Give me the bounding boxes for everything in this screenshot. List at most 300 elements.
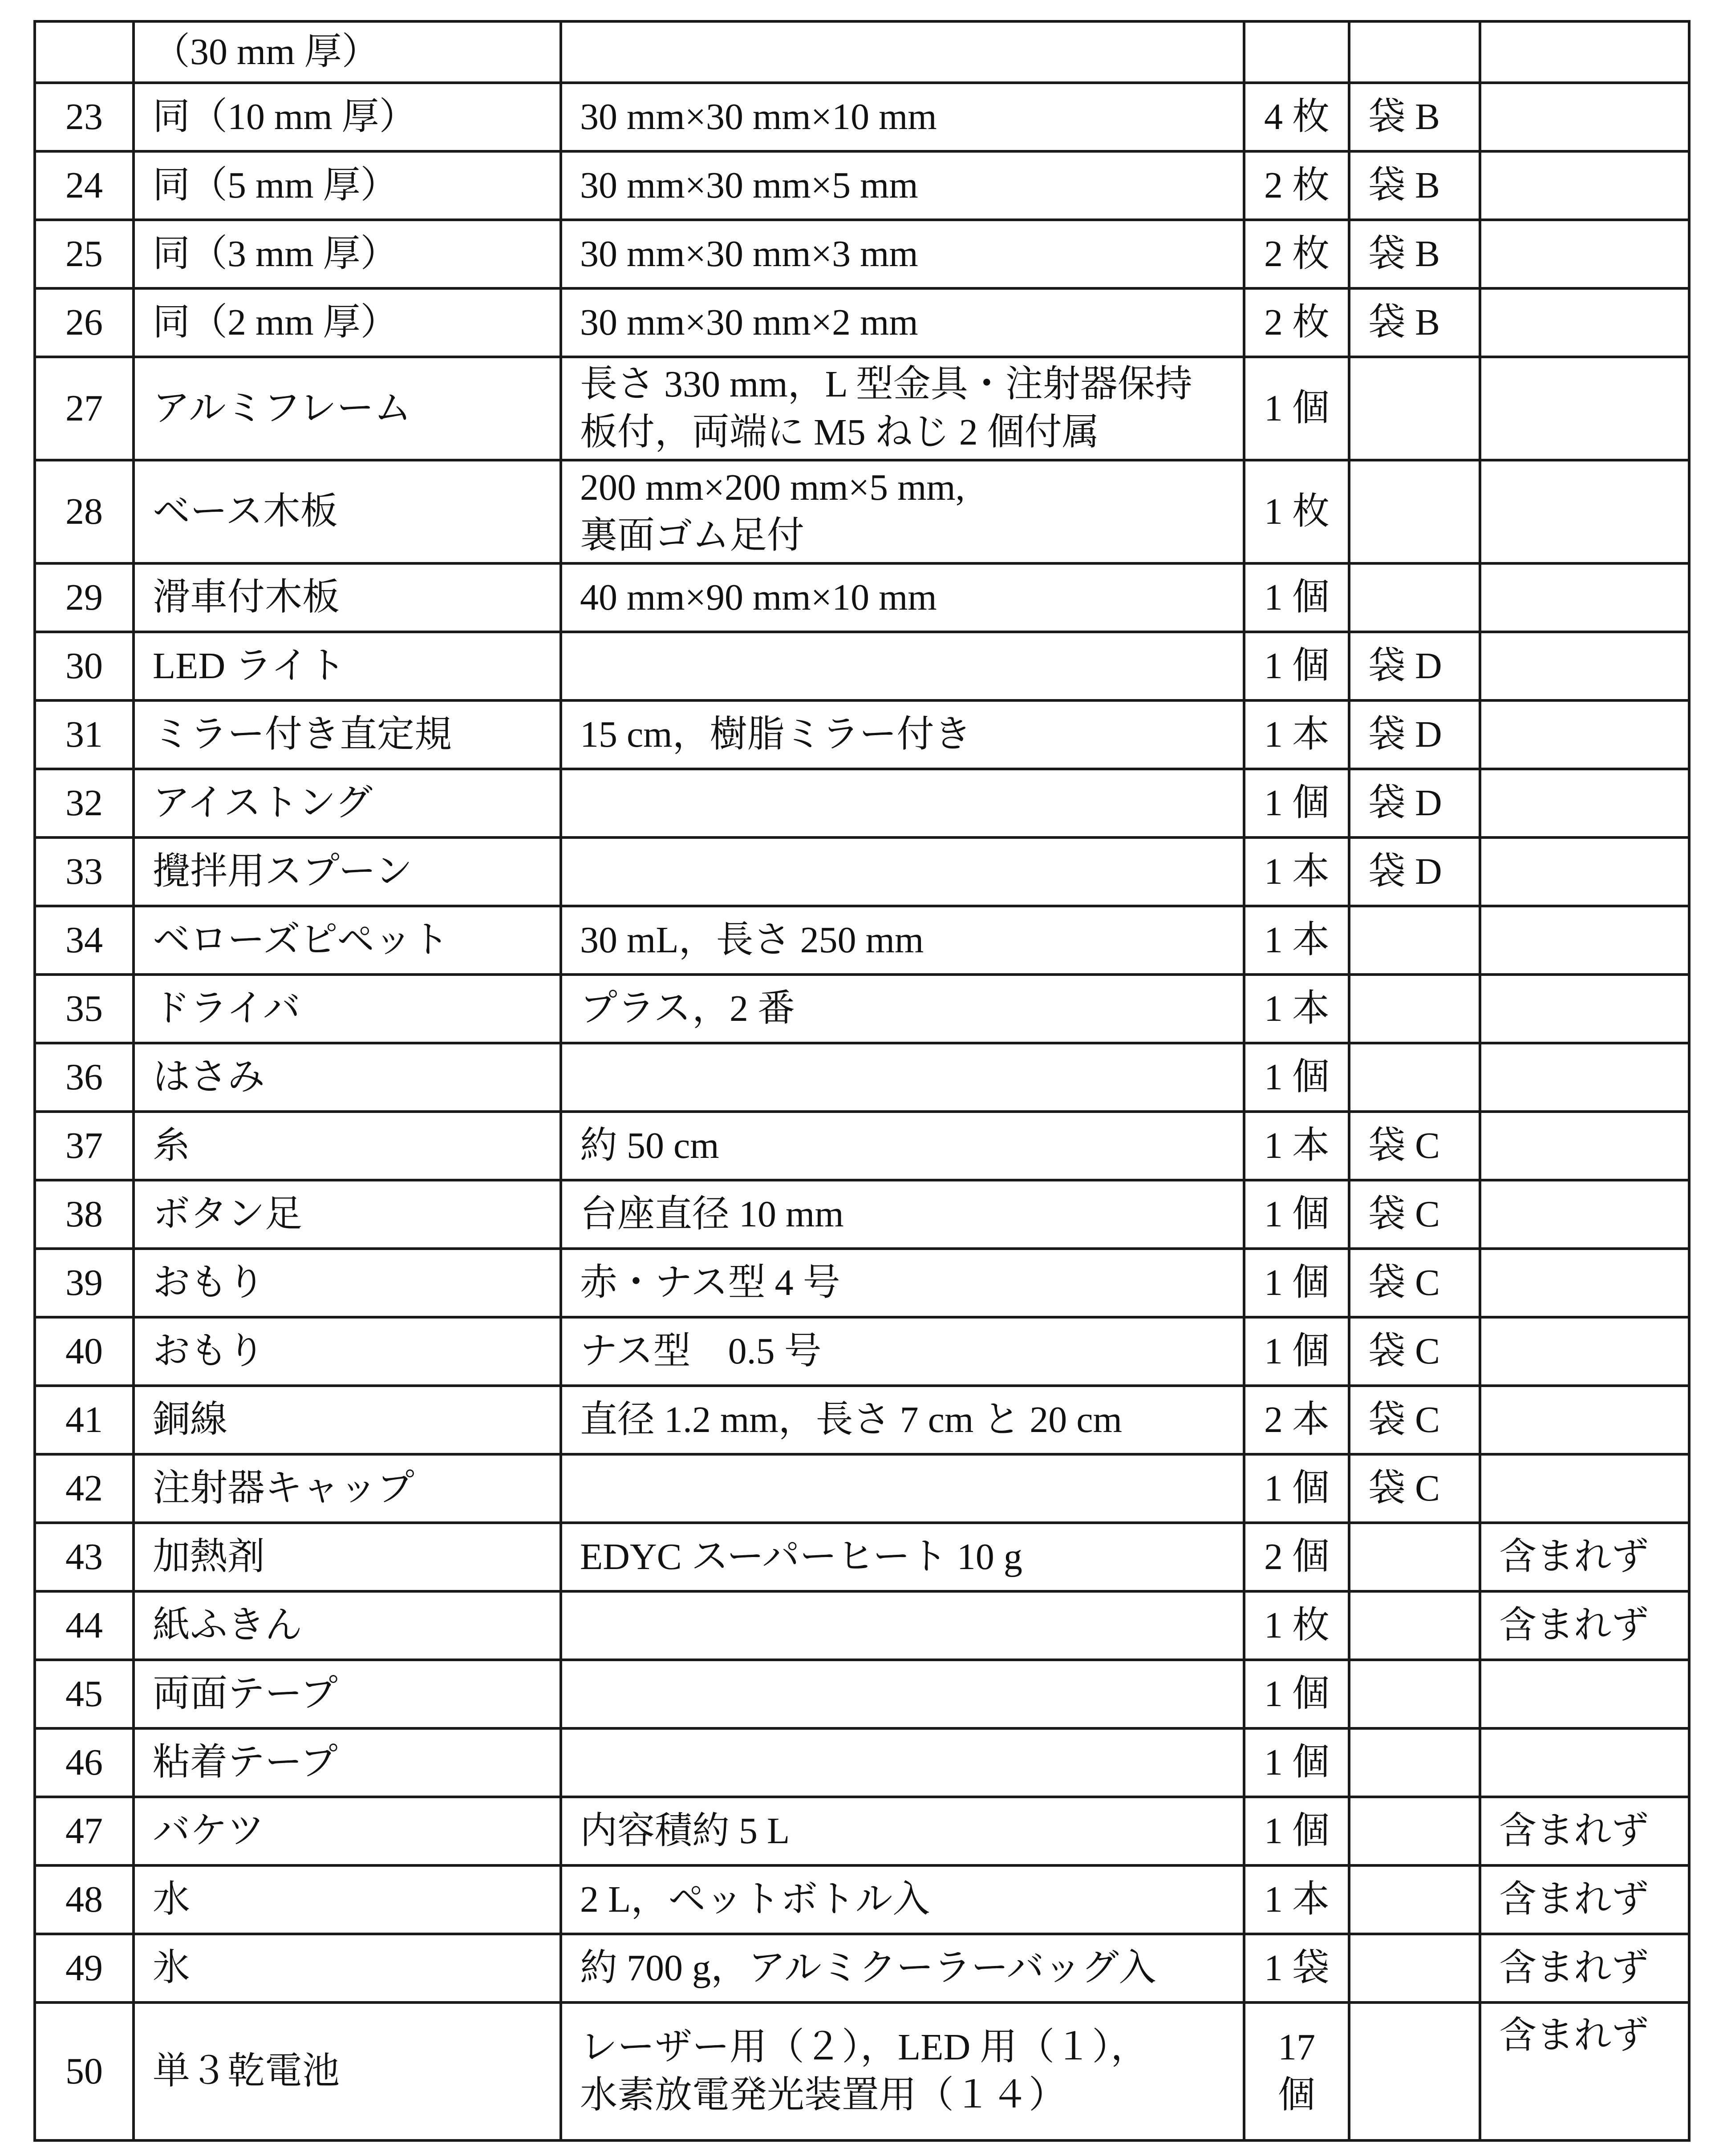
item-number: 47 bbox=[65, 1810, 103, 1852]
table-row bbox=[35, 83, 1689, 151]
table-row bbox=[35, 632, 1689, 700]
item-note-cell bbox=[1480, 1112, 1689, 1180]
item-name: ベローズピペット bbox=[153, 919, 450, 961]
item-spec-cell bbox=[561, 769, 1244, 837]
item-name: 紙ふきん bbox=[153, 1605, 303, 1646]
item-quantity: 1 個 bbox=[1264, 1742, 1330, 1783]
item-name-cell bbox=[134, 460, 561, 563]
item-quantity-cell bbox=[1244, 1728, 1349, 1797]
item-bag-cell bbox=[1349, 1523, 1480, 1591]
item-spec-cell bbox=[561, 460, 1244, 563]
item-name: ボタン足 bbox=[153, 1193, 303, 1235]
item-bag-cell bbox=[1349, 563, 1480, 632]
item-number: 26 bbox=[65, 302, 103, 343]
item-quantity: 2 枚 bbox=[1264, 165, 1330, 206]
item-spec-cell bbox=[561, 1865, 1244, 1934]
item-spec-cell bbox=[561, 1934, 1244, 2002]
table-row bbox=[35, 1112, 1689, 1180]
item-bag: 袋 D bbox=[1368, 645, 1442, 687]
item-number-cell bbox=[35, 151, 134, 220]
table-row bbox=[35, 151, 1689, 220]
table-row bbox=[35, 21, 1689, 83]
item-spec-cell bbox=[561, 1591, 1244, 1660]
item-bag-cell bbox=[1349, 975, 1480, 1043]
item-number: 24 bbox=[65, 165, 103, 206]
item-spec-line: レーザー用（２），LED 用（１）， bbox=[580, 2027, 1148, 2068]
item-note-cell bbox=[1480, 1454, 1689, 1523]
table-row bbox=[35, 1317, 1689, 1386]
item-number-cell bbox=[35, 83, 134, 151]
item-quantity: 4 枚 bbox=[1264, 96, 1330, 138]
item-note-cell bbox=[1480, 1043, 1689, 1112]
item-name-cell bbox=[134, 21, 561, 83]
item-spec-cell bbox=[561, 83, 1244, 151]
item-bag-cell bbox=[1349, 700, 1480, 769]
item-note: 含まれず bbox=[1499, 1605, 1649, 1646]
item-bag-cell bbox=[1349, 151, 1480, 220]
item-quantity: 1 本 bbox=[1264, 1879, 1330, 1920]
item-quantity: 1 本 bbox=[1264, 988, 1330, 1029]
item-quantity: 2 本 bbox=[1264, 1399, 1330, 1440]
item-quantity: 2 枚 bbox=[1264, 233, 1330, 275]
item-spec-cell bbox=[561, 288, 1244, 357]
item-note-cell bbox=[1480, 837, 1689, 906]
item-bag-cell bbox=[1349, 83, 1480, 151]
item-bag: 袋 C bbox=[1368, 1193, 1440, 1235]
item-quantity-cell bbox=[1244, 837, 1349, 906]
item-note-cell bbox=[1480, 2002, 1689, 2140]
item-number-cell bbox=[35, 1454, 134, 1523]
item-bag-cell bbox=[1349, 1454, 1480, 1523]
item-quantity: 1 本 bbox=[1264, 1125, 1330, 1166]
item-number-cell bbox=[35, 1180, 134, 1249]
item-quantity: 1 個 bbox=[1264, 1810, 1330, 1852]
item-name-cell bbox=[134, 975, 561, 1043]
item-bag-cell bbox=[1349, 1660, 1480, 1728]
item-spec: 内容積約 5 L bbox=[580, 1810, 790, 1852]
item-bag: 袋 C bbox=[1368, 1331, 1440, 1372]
table-row bbox=[35, 837, 1689, 906]
item-number-cell bbox=[35, 700, 134, 769]
item-spec-cell bbox=[561, 700, 1244, 769]
item-name-cell bbox=[134, 357, 561, 460]
table-row bbox=[35, 1728, 1689, 1797]
item-bag-cell bbox=[1349, 906, 1480, 975]
item-number-cell bbox=[35, 460, 134, 563]
item-spec: 赤・ナス型 4 号 bbox=[580, 1262, 840, 1303]
item-spec-line: 水素放電発光装置用（１４） bbox=[580, 2075, 1066, 2116]
item-spec: 30 mL，長さ 250 mm bbox=[580, 919, 924, 961]
item-spec-cell bbox=[561, 975, 1244, 1043]
item-spec-cell bbox=[561, 1523, 1244, 1591]
item-name-cell bbox=[134, 83, 561, 151]
item-spec-cell bbox=[561, 1386, 1244, 1454]
item-spec-cell bbox=[561, 1249, 1244, 1317]
item-name: アルミフレーム bbox=[153, 388, 412, 429]
item-number: 27 bbox=[65, 388, 103, 429]
item-number: 44 bbox=[65, 1605, 103, 1646]
item-quantity-cell bbox=[1244, 1660, 1349, 1728]
item-quantity-cell bbox=[1244, 357, 1349, 460]
item-number-cell bbox=[35, 21, 134, 83]
item-spec-line: 板付，両端に M5 ねじ 2 個付属 bbox=[580, 412, 1099, 453]
table-row bbox=[35, 1043, 1689, 1112]
item-quantity: 1 個 bbox=[1264, 645, 1330, 687]
table-row bbox=[35, 357, 1689, 460]
item-spec: 約 50 cm bbox=[580, 1125, 719, 1166]
item-number: 33 bbox=[65, 851, 103, 892]
item-number-cell bbox=[35, 1865, 134, 1934]
item-number: 31 bbox=[65, 714, 103, 755]
item-quantity-cell bbox=[1244, 563, 1349, 632]
item-name-cell bbox=[134, 1591, 561, 1660]
item-bag-cell bbox=[1349, 837, 1480, 906]
item-name: 単３乾電池 bbox=[153, 2051, 340, 2092]
table-row bbox=[35, 769, 1689, 837]
item-note-cell bbox=[1480, 220, 1689, 288]
item-quantity-cell bbox=[1244, 975, 1349, 1043]
item-number: 34 bbox=[65, 919, 103, 961]
item-bag-cell bbox=[1349, 2002, 1480, 2140]
item-note-cell bbox=[1480, 1591, 1689, 1660]
item-name-cell bbox=[134, 220, 561, 288]
item-spec-cell bbox=[561, 220, 1244, 288]
item-number: 50 bbox=[65, 2051, 103, 2092]
item-number-cell bbox=[35, 1317, 134, 1386]
item-bag: 袋 D bbox=[1368, 782, 1442, 824]
item-name-cell bbox=[134, 1660, 561, 1728]
item-spec: プラス，2 番 bbox=[580, 988, 795, 1029]
item-number: 36 bbox=[65, 1056, 103, 1098]
item-name: （30 mm 厚） bbox=[153, 31, 379, 73]
item-spec: 2 L，ペットボトル入 bbox=[580, 1879, 930, 1920]
item-quantity: 1 個 bbox=[1264, 1331, 1330, 1372]
item-name-cell bbox=[134, 906, 561, 975]
table-row bbox=[35, 1934, 1689, 2002]
item-spec-cell bbox=[561, 563, 1244, 632]
item-note-cell bbox=[1480, 1317, 1689, 1386]
item-name-cell bbox=[134, 632, 561, 700]
item-spec: EDYC スーパーヒート 10 g bbox=[580, 1536, 1022, 1578]
item-bag-cell bbox=[1349, 1591, 1480, 1660]
item-quantity-cell bbox=[1244, 460, 1349, 563]
item-spec-line: 長さ 330 mm，L 型金具・注射器保持 bbox=[580, 364, 1192, 405]
item-quantity: 1 枚 bbox=[1264, 1605, 1330, 1646]
item-quantity-cell bbox=[1244, 220, 1349, 288]
item-name-cell bbox=[134, 1317, 561, 1386]
item-name: 滑車付木板 bbox=[153, 577, 340, 618]
item-number-cell bbox=[35, 1249, 134, 1317]
item-quantity-cell bbox=[1244, 1317, 1349, 1386]
item-name: 糸 bbox=[153, 1125, 191, 1166]
item-name: LED ライト bbox=[153, 645, 346, 687]
item-number-cell bbox=[35, 975, 134, 1043]
item-bag-cell bbox=[1349, 1112, 1480, 1180]
item-bag: 袋 D bbox=[1368, 851, 1442, 892]
item-number-cell bbox=[35, 1523, 134, 1591]
item-name: おもり bbox=[153, 1331, 265, 1372]
item-quantity-cell bbox=[1244, 1043, 1349, 1112]
table-row bbox=[35, 1180, 1689, 1249]
table-row bbox=[35, 700, 1689, 769]
item-quantity: 1 枚 bbox=[1264, 491, 1330, 532]
item-bag: 袋 C bbox=[1368, 1262, 1440, 1303]
item-spec: 30 mm×30 mm×3 mm bbox=[580, 233, 918, 275]
item-number: 29 bbox=[65, 577, 103, 618]
item-number-cell bbox=[35, 220, 134, 288]
item-quantity: 1 個 bbox=[1264, 1056, 1330, 1098]
item-note-cell bbox=[1480, 1660, 1689, 1728]
item-spec: ナス型 0.5 号 bbox=[580, 1331, 822, 1372]
item-number: 39 bbox=[65, 1262, 103, 1303]
item-name-cell bbox=[134, 1523, 561, 1591]
item-name: 同（3 mm 厚） bbox=[153, 233, 398, 275]
item-number: 48 bbox=[65, 1879, 103, 1920]
item-bag-cell bbox=[1349, 1317, 1480, 1386]
item-bag-cell bbox=[1349, 769, 1480, 837]
item-name: 攪拌用スプーン bbox=[153, 851, 413, 892]
item-spec-cell bbox=[561, 632, 1244, 700]
item-note: 含まれず bbox=[1499, 1810, 1649, 1852]
item-name-cell bbox=[134, 700, 561, 769]
table-row bbox=[35, 1523, 1689, 1591]
item-name: おもり bbox=[153, 1262, 265, 1303]
item-spec-cell bbox=[561, 1660, 1244, 1728]
item-quantity: 1 個 bbox=[1264, 1468, 1330, 1509]
item-quantity-cell bbox=[1244, 1249, 1349, 1317]
item-bag: 袋 B bbox=[1368, 302, 1440, 343]
item-quantity-cell bbox=[1244, 1865, 1349, 1934]
item-spec: 30 mm×30 mm×5 mm bbox=[580, 165, 918, 206]
item-name: 同（2 mm 厚） bbox=[153, 302, 398, 343]
item-bag: 袋 C bbox=[1368, 1468, 1440, 1509]
item-spec: 15 cm，樹脂ミラー付き bbox=[580, 714, 972, 755]
item-quantity-line: 17 bbox=[1278, 2027, 1315, 2068]
item-quantity: 1 本 bbox=[1264, 851, 1330, 892]
item-name-cell bbox=[134, 1043, 561, 1112]
item-name-cell bbox=[134, 1180, 561, 1249]
item-name: 同（5 mm 厚） bbox=[153, 165, 398, 206]
item-note-cell bbox=[1480, 906, 1689, 975]
item-number: 42 bbox=[65, 1468, 103, 1509]
table-row bbox=[35, 906, 1689, 975]
item-number-cell bbox=[35, 1728, 134, 1797]
item-quantity-cell bbox=[1244, 1386, 1349, 1454]
item-quantity: 1 個 bbox=[1264, 1262, 1330, 1303]
table-row bbox=[35, 1249, 1689, 1317]
item-name: バケツ bbox=[153, 1810, 265, 1852]
item-name: 水 bbox=[153, 1879, 191, 1920]
item-number-cell bbox=[35, 906, 134, 975]
item-spec: 約 700 g，アルミクーラーバッグ入 bbox=[580, 1947, 1156, 1989]
item-note-cell bbox=[1480, 1865, 1689, 1934]
item-quantity-cell bbox=[1244, 21, 1349, 83]
item-quantity-cell bbox=[1244, 906, 1349, 975]
item-note-cell bbox=[1480, 357, 1689, 460]
item-bag-cell bbox=[1349, 1797, 1480, 1865]
item-name: 注射器キャップ bbox=[153, 1468, 415, 1509]
item-name-cell bbox=[134, 1386, 561, 1454]
item-name: 銅線 bbox=[153, 1399, 228, 1440]
item-name-cell bbox=[134, 151, 561, 220]
table-row bbox=[35, 975, 1689, 1043]
item-spec-cell bbox=[561, 1728, 1244, 1797]
item-number: 46 bbox=[65, 1742, 103, 1783]
item-number-cell bbox=[35, 1797, 134, 1865]
item-number-cell bbox=[35, 2002, 134, 2140]
item-number: 41 bbox=[65, 1399, 103, 1440]
item-number: 49 bbox=[65, 1947, 103, 1989]
item-name: はさみ bbox=[153, 1056, 265, 1098]
item-bag-cell bbox=[1349, 1386, 1480, 1454]
item-bag-cell bbox=[1349, 1934, 1480, 2002]
table-row bbox=[35, 1454, 1689, 1523]
item-quantity-cell bbox=[1244, 632, 1349, 700]
item-number: 45 bbox=[65, 1673, 103, 1715]
item-bag-cell bbox=[1349, 21, 1480, 83]
item-note-cell bbox=[1480, 1249, 1689, 1317]
item-spec: 直径 1.2 mm，長さ 7 cm と 20 cm bbox=[580, 1399, 1122, 1440]
item-bag-cell bbox=[1349, 357, 1480, 460]
item-number-cell bbox=[35, 288, 134, 357]
item-spec-line: 200 mm×200 mm×5 mm, bbox=[580, 467, 965, 508]
item-bag-cell bbox=[1349, 632, 1480, 700]
item-spec: 台座直径 10 mm bbox=[580, 1193, 844, 1235]
item-quantity-cell bbox=[1244, 769, 1349, 837]
item-spec-cell bbox=[561, 1043, 1244, 1112]
item-number-cell bbox=[35, 632, 134, 700]
item-quantity-cell bbox=[1244, 700, 1349, 769]
item-number: 35 bbox=[65, 988, 103, 1029]
item-quantity-cell bbox=[1244, 288, 1349, 357]
item-quantity: 1 本 bbox=[1264, 714, 1330, 755]
equipment-list-table bbox=[33, 20, 1691, 2142]
item-number-cell bbox=[35, 1591, 134, 1660]
item-name-cell bbox=[134, 1249, 561, 1317]
item-note-cell bbox=[1480, 460, 1689, 563]
item-number: 30 bbox=[65, 645, 103, 687]
item-name: ドライバ bbox=[153, 988, 300, 1029]
item-number: 23 bbox=[65, 96, 103, 138]
item-number-cell bbox=[35, 1660, 134, 1728]
item-note-cell bbox=[1480, 769, 1689, 837]
item-quantity-cell bbox=[1244, 1180, 1349, 1249]
item-quantity: 2 個 bbox=[1264, 1536, 1330, 1578]
item-note: 含まれず bbox=[1499, 2015, 1649, 2056]
item-note-cell bbox=[1480, 1386, 1689, 1454]
item-note: 含まれず bbox=[1499, 1947, 1649, 1989]
item-note-cell bbox=[1480, 151, 1689, 220]
item-bag-cell bbox=[1349, 288, 1480, 357]
table-row bbox=[35, 1591, 1689, 1660]
item-spec-cell bbox=[561, 151, 1244, 220]
item-bag: 袋 C bbox=[1368, 1125, 1440, 1166]
item-note-cell bbox=[1480, 975, 1689, 1043]
item-name-cell bbox=[134, 1112, 561, 1180]
item-quantity-cell bbox=[1244, 2002, 1349, 2140]
table-row bbox=[35, 1660, 1689, 1728]
table-row bbox=[35, 460, 1689, 563]
item-quantity: 1 個 bbox=[1264, 388, 1330, 429]
item-number: 25 bbox=[65, 233, 103, 275]
item-spec-cell bbox=[561, 357, 1244, 460]
item-note-cell bbox=[1480, 21, 1689, 83]
item-spec-cell bbox=[561, 1797, 1244, 1865]
item-number-cell bbox=[35, 1934, 134, 2002]
item-bag-cell bbox=[1349, 1043, 1480, 1112]
item-name-cell bbox=[134, 1865, 561, 1934]
item-number: 43 bbox=[65, 1536, 103, 1578]
table-row bbox=[35, 1386, 1689, 1454]
item-quantity: 1 袋 bbox=[1264, 1947, 1330, 1989]
item-name: ベース木板 bbox=[153, 491, 338, 532]
item-spec-cell bbox=[561, 2002, 1244, 2140]
item-number-cell bbox=[35, 1112, 134, 1180]
item-note-cell bbox=[1480, 700, 1689, 769]
item-name: ミラー付き直定規 bbox=[153, 714, 452, 755]
table-row bbox=[35, 2002, 1689, 2140]
item-note: 含まれず bbox=[1499, 1879, 1649, 1920]
item-number: 32 bbox=[65, 782, 103, 824]
item-spec-cell bbox=[561, 1317, 1244, 1386]
item-spec-cell bbox=[561, 1180, 1244, 1249]
table-row bbox=[35, 288, 1689, 357]
item-number: 37 bbox=[65, 1125, 103, 1166]
item-name-cell bbox=[134, 288, 561, 357]
item-quantity-cell bbox=[1244, 1523, 1349, 1591]
item-bag-cell bbox=[1349, 460, 1480, 563]
item-bag-cell bbox=[1349, 1728, 1480, 1797]
item-note-cell bbox=[1480, 632, 1689, 700]
item-name-cell bbox=[134, 1797, 561, 1865]
item-name: 粘着テープ bbox=[153, 1742, 338, 1783]
item-spec: 30 mm×30 mm×10 mm bbox=[580, 96, 937, 138]
item-number: 28 bbox=[65, 491, 103, 532]
item-quantity-cell bbox=[1244, 151, 1349, 220]
item-quantity-cell bbox=[1244, 83, 1349, 151]
item-note: 含まれず bbox=[1499, 1536, 1649, 1578]
item-note-cell bbox=[1480, 1523, 1689, 1591]
item-quantity-cell bbox=[1244, 1934, 1349, 2002]
item-quantity: 1 個 bbox=[1264, 1193, 1330, 1235]
item-name-cell bbox=[134, 1728, 561, 1797]
table-body bbox=[35, 21, 1689, 2140]
item-bag: 袋 B bbox=[1368, 233, 1440, 275]
item-bag-cell bbox=[1349, 1249, 1480, 1317]
item-number: 40 bbox=[65, 1331, 103, 1372]
item-note-cell bbox=[1480, 1934, 1689, 2002]
table-row bbox=[35, 220, 1689, 288]
item-name-cell bbox=[134, 837, 561, 906]
item-bag-cell bbox=[1349, 220, 1480, 288]
item-bag: 袋 D bbox=[1368, 714, 1442, 755]
item-spec-cell bbox=[561, 906, 1244, 975]
table-row bbox=[35, 563, 1689, 632]
item-bag: 袋 B bbox=[1368, 165, 1440, 206]
item-bag: 袋 C bbox=[1368, 1399, 1440, 1440]
item-quantity-cell bbox=[1244, 1591, 1349, 1660]
item-quantity: 1 本 bbox=[1264, 919, 1330, 961]
item-quantity-cell bbox=[1244, 1797, 1349, 1865]
table-row bbox=[35, 1865, 1689, 1934]
item-spec-line: 裏面ゴム足付 bbox=[580, 515, 805, 556]
item-spec-cell bbox=[561, 21, 1244, 83]
item-name-cell bbox=[134, 1454, 561, 1523]
item-spec-cell bbox=[561, 1112, 1244, 1180]
item-quantity-cell bbox=[1244, 1454, 1349, 1523]
item-bag-cell bbox=[1349, 1865, 1480, 1934]
item-name: 同（10 mm 厚） bbox=[153, 96, 417, 138]
